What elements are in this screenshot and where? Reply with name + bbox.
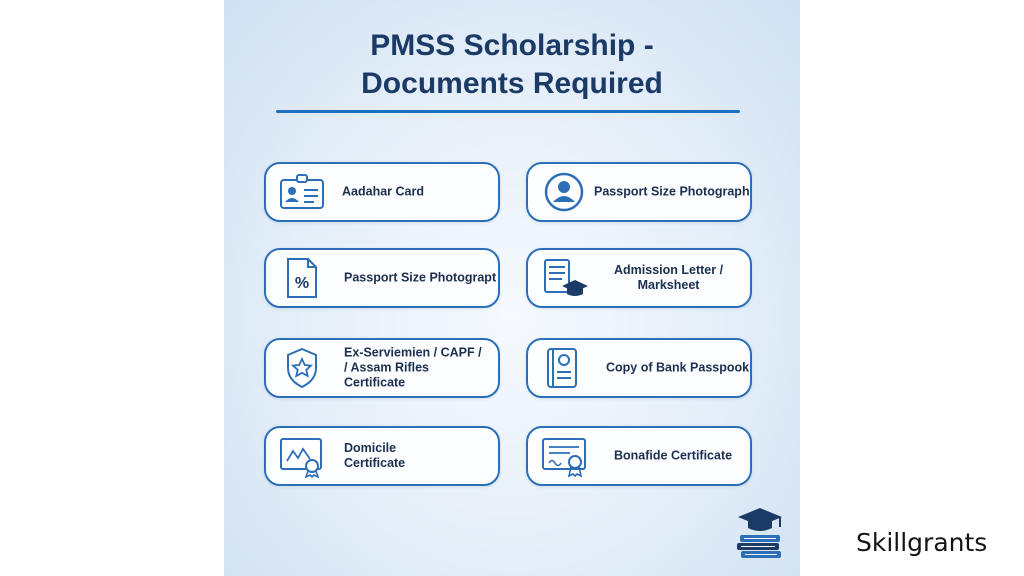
document-label: Ex-Serviemien / CAPF / / Assam Rifles Certificate	[344, 345, 482, 390]
bank-passbook-icon	[540, 346, 588, 390]
page-title-line-2: Documents Required	[361, 67, 663, 100]
document-card-admission-letter	[526, 248, 752, 308]
document-card-income-document	[264, 248, 500, 308]
document-label: Aadahar Card	[342, 184, 424, 199]
id-card-icon	[278, 170, 326, 214]
document-label: Domicile Certificate	[344, 441, 406, 470]
percent-document-icon	[278, 256, 326, 300]
document-label: Copy of Bank Passpook	[606, 360, 750, 375]
brand-name: Skillgrants	[856, 528, 988, 557]
domicile-certificate-icon	[278, 434, 326, 478]
document-label: Bonafide Certificate	[614, 448, 733, 463]
document-card-aadhaar	[264, 162, 500, 222]
badge-shield-icon	[278, 346, 326, 390]
document-label: Passport Size Photograpt	[344, 270, 497, 285]
admission-letter-icon	[540, 256, 588, 300]
document-card-domicile	[264, 426, 500, 486]
document-label: Admission Letter / Marksheet	[614, 263, 724, 292]
document-card-bonafide	[526, 426, 752, 486]
bonafide-certificate-icon	[540, 434, 588, 478]
document-label: Passport Size Photograph	[594, 184, 750, 199]
title-divider	[276, 110, 740, 113]
document-card-passport-photo	[526, 162, 752, 222]
page-title-line-1: PMSS Scholarship -	[370, 29, 654, 62]
graduation-books-icon	[732, 503, 788, 561]
svg-text:%: %	[294, 275, 310, 292]
document-card-bank-passbook	[526, 338, 752, 398]
document-card-ex-servicemen	[264, 338, 500, 398]
user-circle-icon	[540, 170, 588, 214]
infographic-poster	[224, 0, 800, 576]
